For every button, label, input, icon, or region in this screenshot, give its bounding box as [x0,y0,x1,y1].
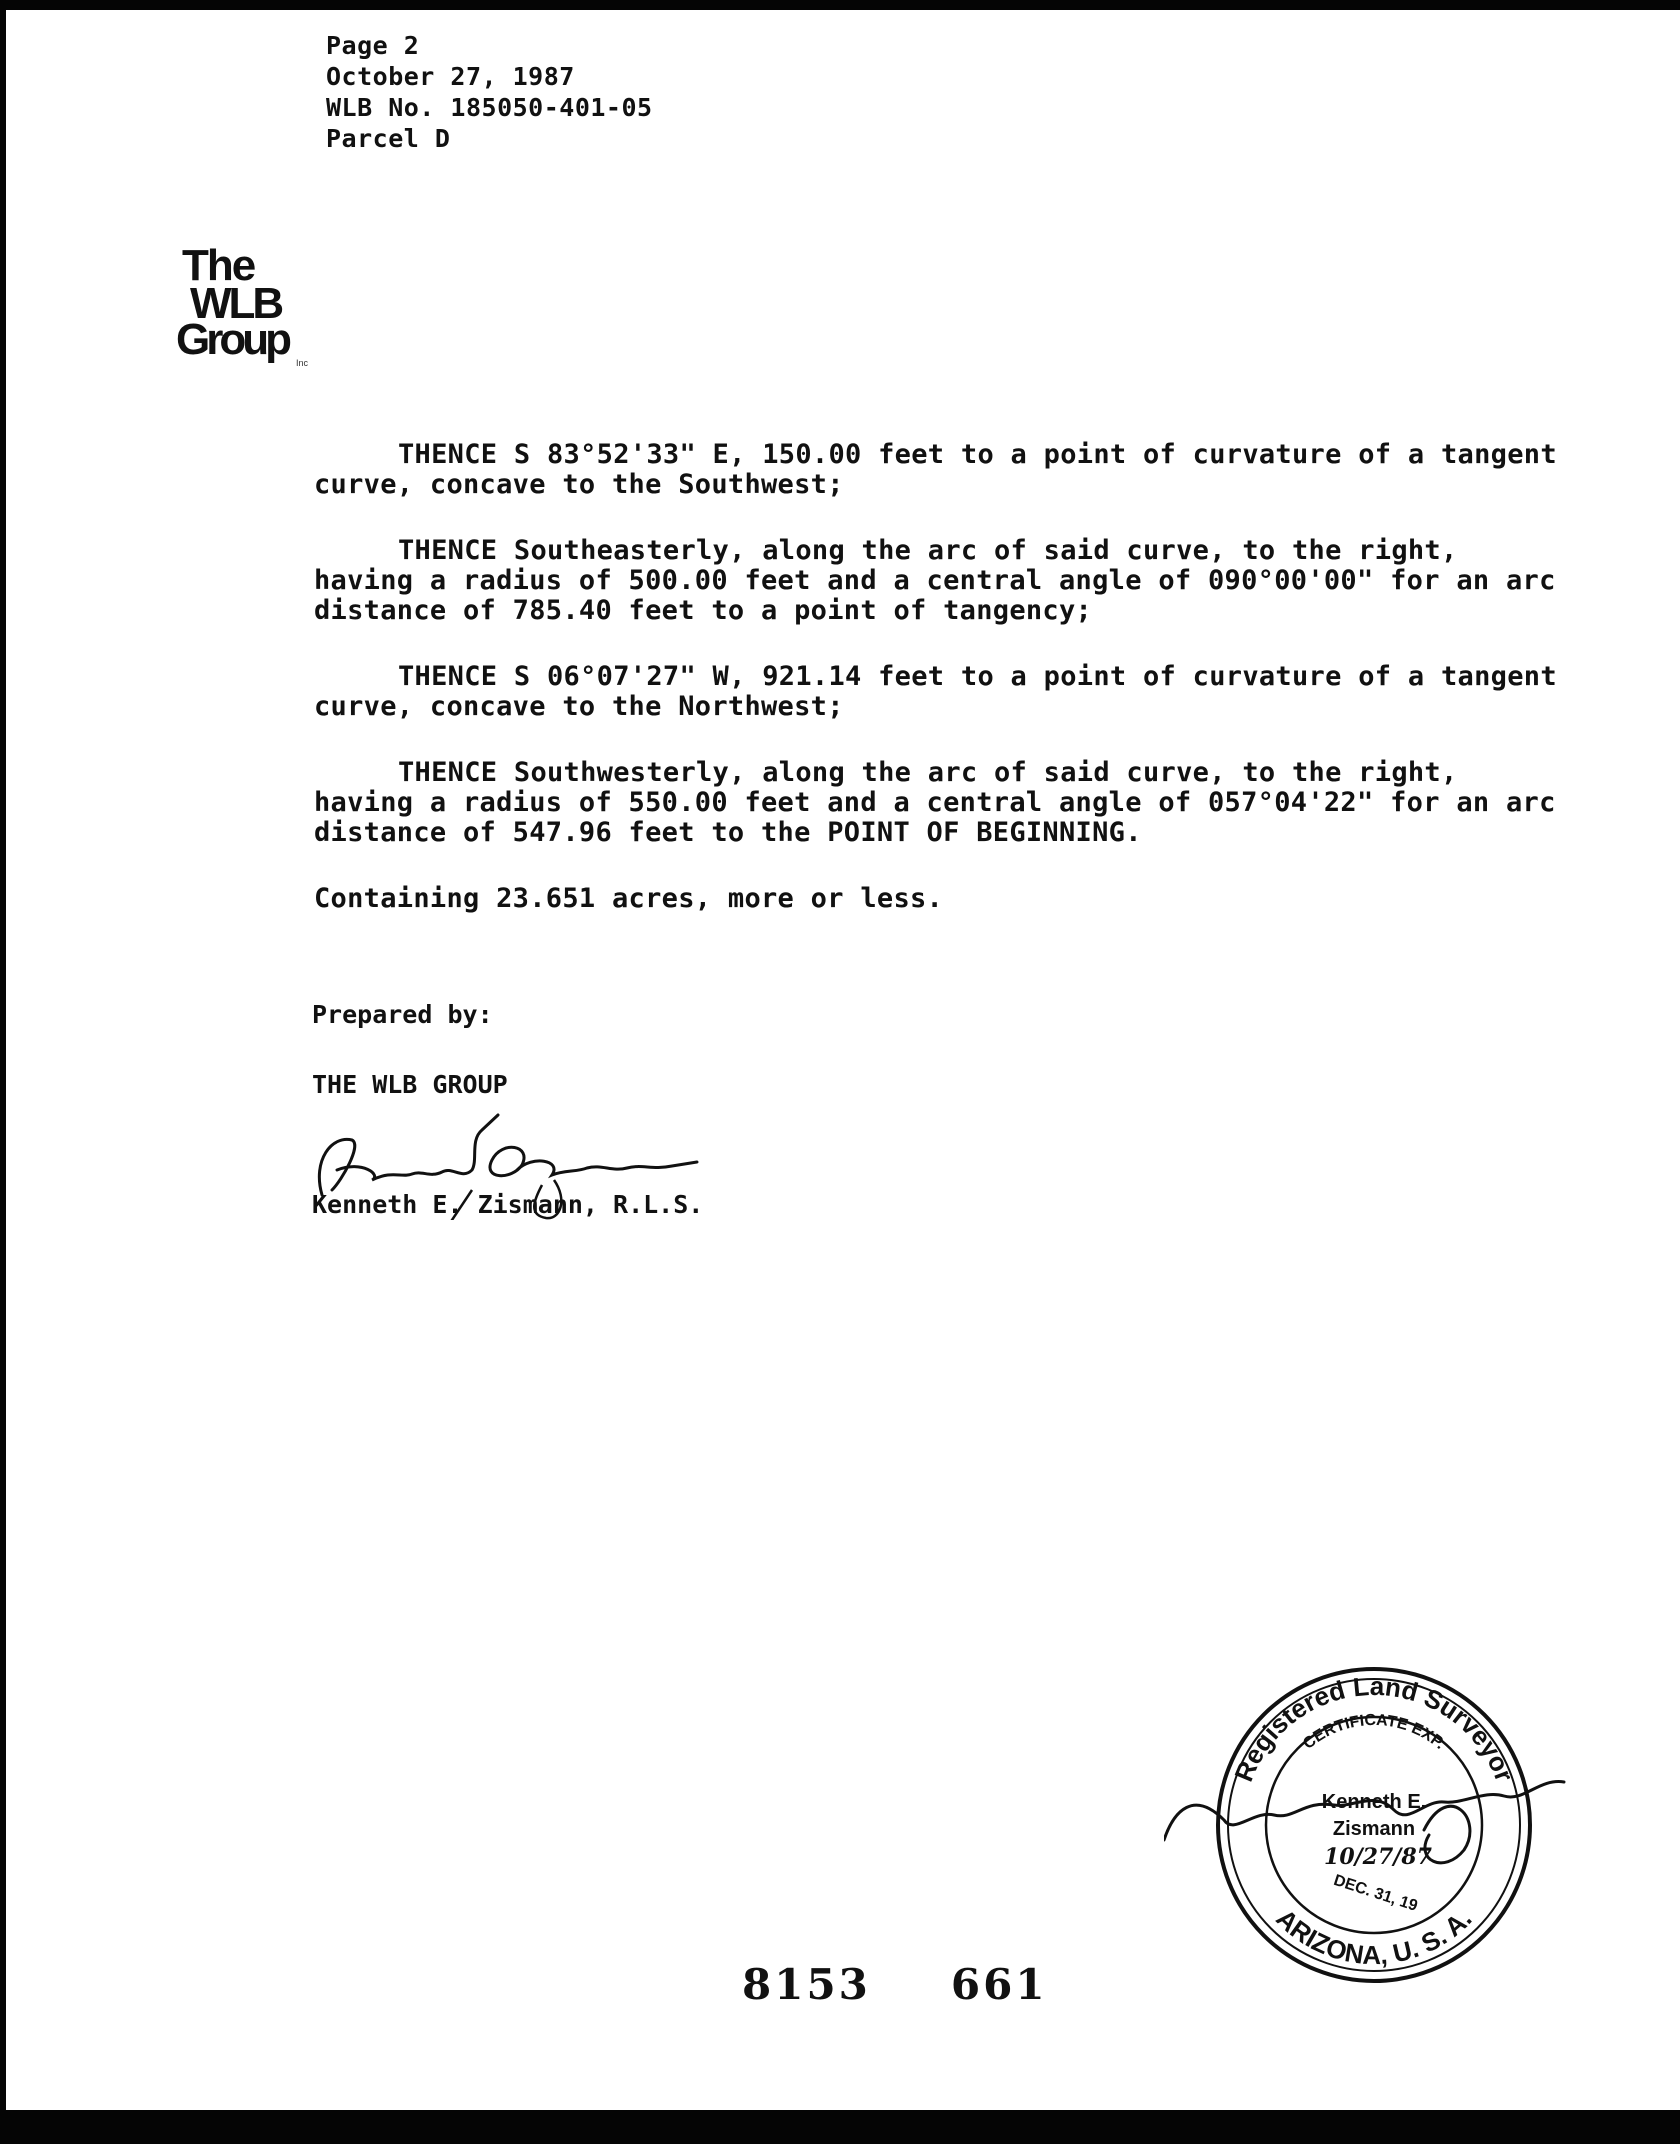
wlb-number: WLB No. 185050-401-05 [326,93,653,122]
course-paragraph-3: THENCE S 06°07'27" W, 921.14 feet to a point of curvature of a tangent curve, concave to the Northwest; [314,661,1557,722]
course-paragraph-1: THENCE S 83°52'33" E, 150.00 feet to a point of curvature of a tangent curve, concave to the Southwest; [314,439,1557,500]
page-reference-number: 661 [950,1960,1048,2009]
seal-expiry: DEC. 31, 19 [1331,1871,1420,1915]
seal-inner-top-text: CERTIFICATE EXP. [1300,1711,1449,1753]
seal-handwritten-date: 10/27/87 [1324,1844,1432,1870]
document-recording-number [742,1960,1048,2009]
acreage-statement: Containing 23.651 acres, more or less. [314,883,944,914]
scan-border-left [0,0,6,2144]
header-date: October 27, 1987 [326,62,575,91]
scan-border-bottom [0,2110,1680,2144]
seal-name-line-1: Kenneth E. [1321,1791,1427,1813]
scan-border-top [0,0,1680,10]
wlb-group-logo [176,240,326,370]
course-paragraph-4: THENCE Southwesterly, along the arc of said curve, to the right, having a radius of 550.00 feet and a central angle of 057°04'22" for an arc distance of 547.96 feet to the POINT OF BEGINNING. [314,757,1556,848]
registered-surveyor-seal [1164,1660,1584,1990]
seal-name-line-2: Zismann [1332,1818,1416,1840]
signer-name: Kenneth E. Zismann, R.L.S. [312,1190,704,1219]
firm-name: THE WLB GROUP [312,1070,508,1099]
seal-outer-top-text: Registered Land Surveyor [1228,1670,1520,1786]
parcel-label: Parcel D [326,124,451,153]
seal-outer-bottom-text: ARIZONA, U. S. A. [1270,1903,1478,1971]
course-paragraph-2: THENCE Southeasterly, along the arc of said curve, to the right, having a radius of 500.00 feet and a central angle of 090°00'00" for an arc distance of 785.40 feet to a point of tangency; [314,535,1556,626]
page-header [326,30,653,154]
legal-description [314,440,1564,950]
logo-line-3: Group [176,315,288,364]
prepared-by-label: Prepared by: [312,1000,493,1029]
logo-line-1: The [182,241,255,290]
logo-line-2: WLB [190,279,282,328]
page-number: Page 2 [326,31,420,60]
book-number: 8153 [742,1960,871,2009]
logo-suffix: Inc [296,358,309,368]
